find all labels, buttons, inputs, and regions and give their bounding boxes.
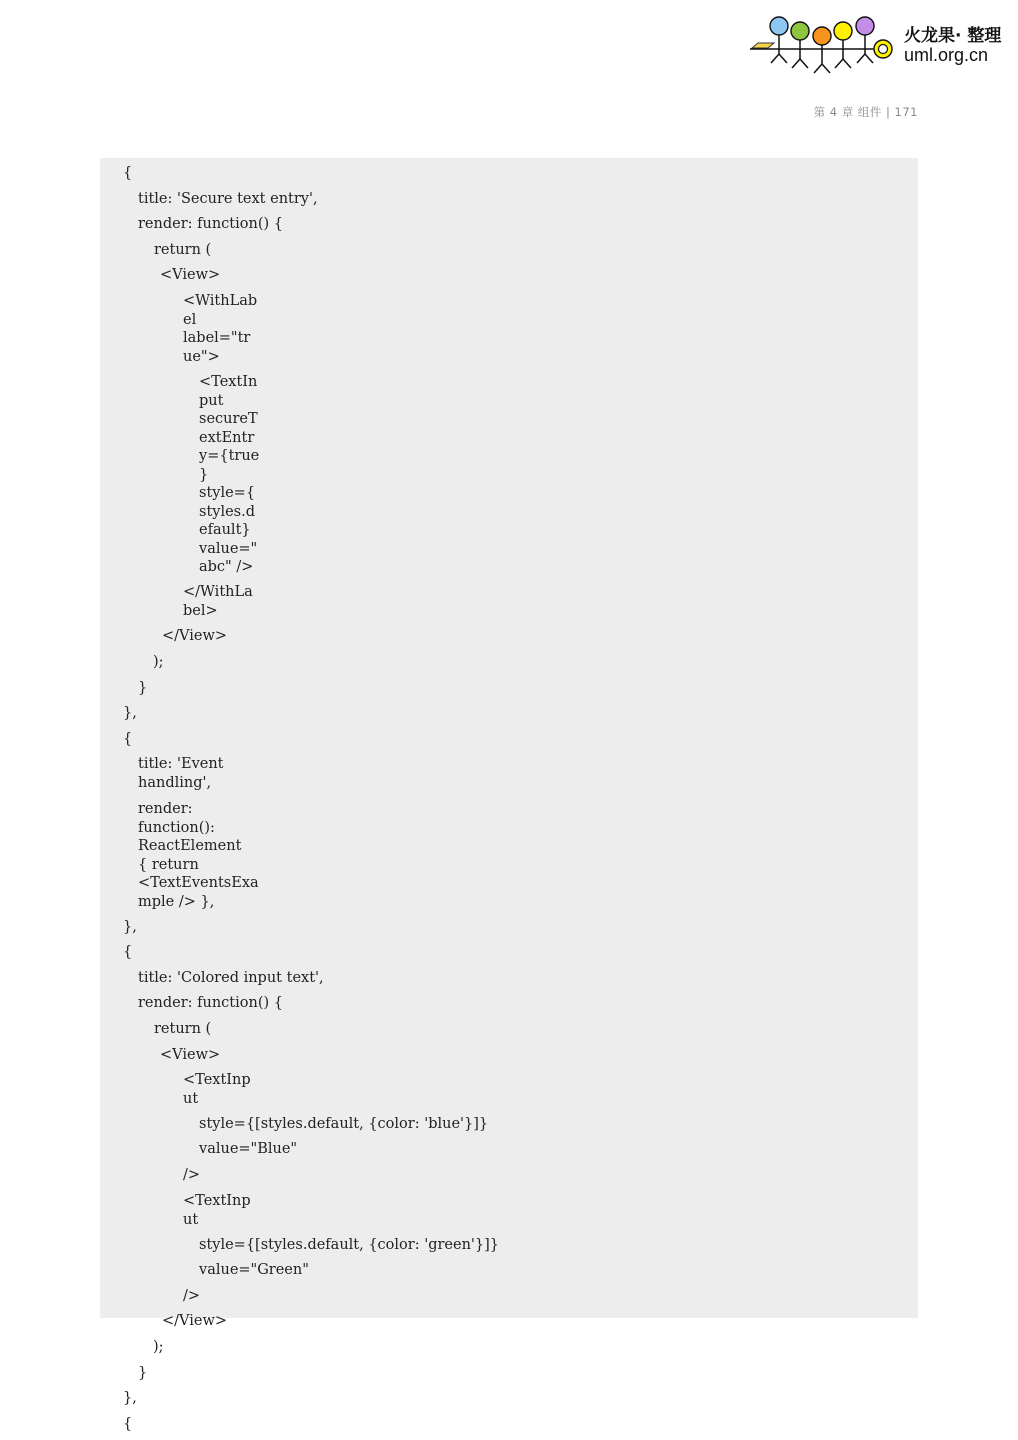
code-line: <WithLab el label="tr ue">	[183, 293, 258, 365]
code-line: </WithLa bel>	[183, 584, 253, 619]
code-line: <TextInp ut	[183, 1193, 251, 1228]
code-line: }	[138, 1365, 148, 1381]
code-line: return (	[154, 242, 212, 258]
page-header: 第 4 章 组件 | 171	[813, 105, 918, 119]
code-line: render: function(): ReactElement { return <TextEventsExa mple /> },	[138, 801, 259, 910]
brand-url: uml.org.cn	[904, 45, 989, 65]
code-line: <TextIn put secureT extEntr y={true } style={ styles.d efault} value=" abc" />	[199, 374, 260, 575]
code-line: <View>	[160, 267, 221, 283]
code-line: title: 'Event handling',	[138, 756, 224, 791]
brand-name: 火龙果· 整理	[904, 26, 1002, 46]
code-line: {	[123, 1416, 133, 1432]
code-line: </View>	[162, 1313, 228, 1329]
code-line: />	[183, 1288, 201, 1304]
code-line: },	[123, 705, 137, 721]
code-line: },	[123, 919, 137, 935]
code-line: return (	[154, 1021, 212, 1037]
code-line: {	[123, 731, 133, 747]
code-line: value="Blue"	[199, 1141, 298, 1157]
code-line: }	[138, 680, 148, 696]
code-line: },	[123, 1390, 137, 1406]
code-line: </View>	[162, 628, 228, 644]
code-line: <View>	[160, 1047, 221, 1063]
code-line: style={[styles.default, {color: 'blue'}]}	[199, 1116, 489, 1132]
code-line: render: function() {	[138, 216, 283, 232]
code-line: );	[153, 654, 164, 670]
code-line: title: 'Secure text entry',	[138, 191, 318, 207]
stick-figures-logo-icon	[748, 12, 898, 78]
code-line: <TextInp ut	[183, 1072, 251, 1107]
code-line: );	[153, 1339, 164, 1355]
code-line: value="Green"	[199, 1262, 309, 1278]
code-line: style={[styles.default, {color: 'green'}]}	[199, 1237, 499, 1253]
code-line: render: function() {	[138, 995, 283, 1011]
code-line: />	[183, 1167, 201, 1183]
code-line: {	[123, 944, 133, 960]
code-line: title: 'Colored input text',	[138, 970, 324, 986]
code-line: {	[123, 165, 133, 181]
